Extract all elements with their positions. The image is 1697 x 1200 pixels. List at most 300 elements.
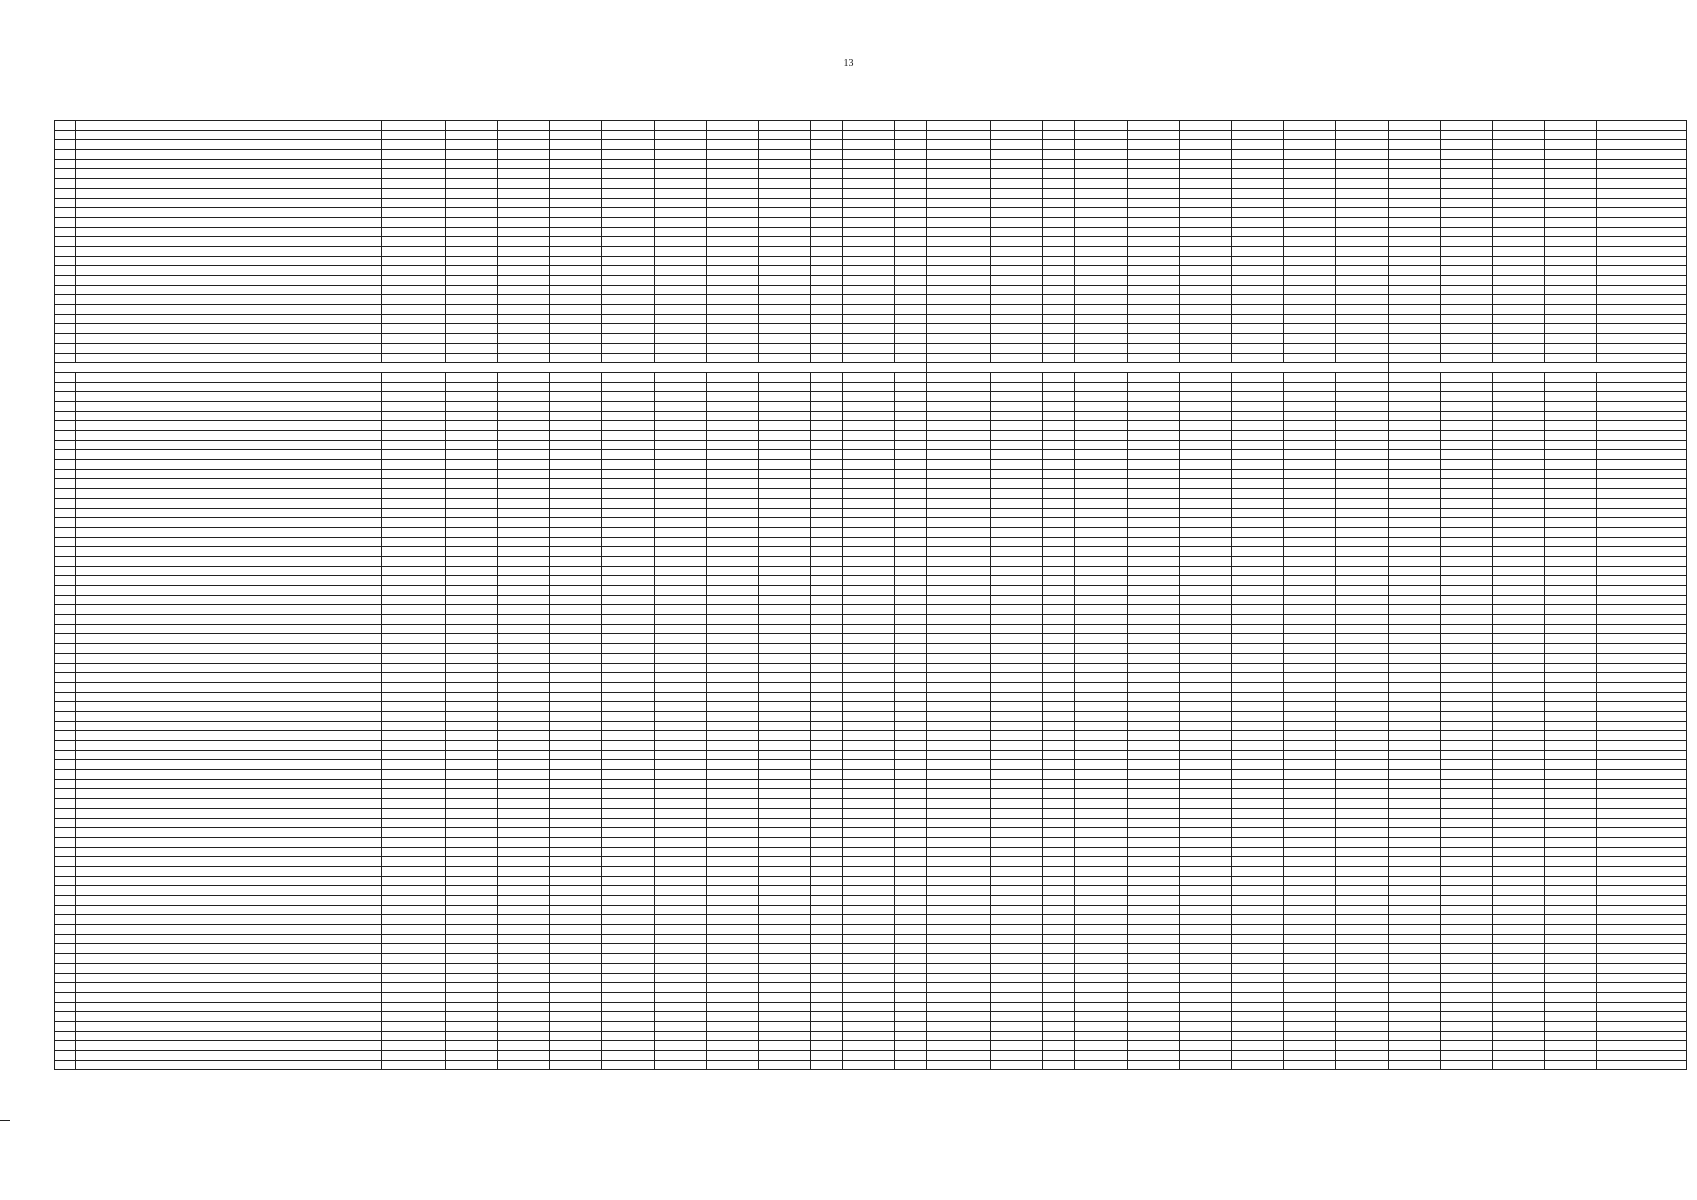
table-cell [1231, 915, 1283, 925]
table-cell [550, 217, 602, 227]
table-cell [927, 702, 991, 712]
table-cell [895, 857, 927, 867]
table-cell [382, 431, 446, 441]
table-cell [1284, 1041, 1336, 1051]
table-cell [382, 518, 446, 528]
table-cell [895, 566, 927, 576]
table-cell [1545, 605, 1597, 615]
table-cell [811, 770, 843, 780]
table-cell [1231, 1041, 1283, 1051]
table-cell [1597, 731, 1687, 741]
table-cell [1231, 489, 1283, 499]
table-cell [706, 237, 758, 247]
table-cell [811, 508, 843, 518]
table-cell [1075, 121, 1127, 131]
table-cell [706, 624, 758, 634]
table-cell [1597, 721, 1687, 731]
table-cell [550, 925, 602, 935]
table-cell [498, 469, 550, 479]
table-cell [602, 944, 654, 954]
table-cell [1127, 954, 1179, 964]
table-cell [1492, 489, 1544, 499]
table-cell [1075, 508, 1127, 518]
table-cell [843, 276, 895, 286]
table-cell [1127, 644, 1179, 654]
table-cell [811, 411, 843, 421]
table-cell [1284, 847, 1336, 857]
table-cell [445, 266, 497, 276]
table-cell [1043, 896, 1075, 906]
table-row [55, 431, 1687, 441]
table-cell [445, 1031, 497, 1041]
table-cell [1388, 760, 1440, 770]
table-cell [654, 130, 706, 140]
table-row [55, 595, 1687, 605]
table-cell [811, 605, 843, 615]
table-cell [927, 411, 991, 421]
table-cell [895, 479, 927, 489]
table-cell [602, 179, 654, 189]
table-cell [706, 285, 758, 295]
table-cell [1545, 673, 1597, 683]
table-cell [550, 886, 602, 896]
table-cell [445, 353, 497, 363]
table-cell [382, 179, 446, 189]
table-cell [1388, 217, 1440, 227]
table-cell [927, 1051, 991, 1061]
table-cell [1388, 702, 1440, 712]
table-cell [1179, 392, 1231, 402]
table-cell [602, 828, 654, 838]
table-cell [1127, 1021, 1179, 1031]
table-cell [55, 130, 76, 140]
table-cell [1127, 450, 1179, 460]
table-cell [1388, 770, 1440, 780]
table-cell [1127, 198, 1179, 208]
table-cell [445, 828, 497, 838]
table-cell [1545, 382, 1597, 392]
table-cell [1597, 314, 1687, 324]
table-cell [1075, 876, 1127, 886]
table-cell [927, 896, 991, 906]
table-cell [1284, 256, 1336, 266]
table-cell [843, 1031, 895, 1041]
table-cell [1597, 334, 1687, 344]
table-cell [1545, 866, 1597, 876]
table-cell [445, 324, 497, 334]
table-cell [445, 750, 497, 760]
table-cell [759, 353, 811, 363]
table-cell [602, 925, 654, 935]
table-cell [654, 1051, 706, 1061]
table-cell [76, 866, 382, 876]
table-cell [1492, 866, 1544, 876]
table-cell [1043, 692, 1075, 702]
table-cell [843, 314, 895, 324]
table-cell [76, 1060, 382, 1070]
table-cell [927, 983, 991, 993]
table-cell [1043, 266, 1075, 276]
table-cell [55, 401, 76, 411]
table-row [55, 547, 1687, 557]
table-cell [55, 353, 76, 363]
table-cell [1127, 256, 1179, 266]
table-cell [602, 353, 654, 363]
table-cell [1043, 130, 1075, 140]
table-cell [1075, 314, 1127, 324]
table-cell [811, 576, 843, 586]
table-cell [1545, 305, 1597, 315]
table-cell [991, 227, 1043, 237]
table-cell [1043, 770, 1075, 780]
table-cell [843, 682, 895, 692]
table-cell [991, 673, 1043, 683]
table-cell [1284, 227, 1336, 237]
table-cell [1284, 198, 1336, 208]
table-cell [445, 760, 497, 770]
table-cell [1336, 285, 1388, 295]
table-cell [1545, 208, 1597, 218]
table-cell [498, 653, 550, 663]
table-cell [759, 479, 811, 489]
table-cell [843, 1012, 895, 1022]
table-cell [445, 169, 497, 179]
table-cell [1388, 411, 1440, 421]
table-cell [706, 876, 758, 886]
table-cell [1043, 334, 1075, 344]
table-cell [550, 876, 602, 886]
table-cell [1284, 246, 1336, 256]
table-cell [1043, 673, 1075, 683]
table-cell [811, 1060, 843, 1070]
table-row [55, 1031, 1687, 1041]
table-cell [1127, 595, 1179, 605]
table-cell [1597, 1021, 1687, 1031]
table-cell [76, 1041, 382, 1051]
table-cell [843, 634, 895, 644]
table-cell [811, 837, 843, 847]
table-cell [1388, 392, 1440, 402]
table-cell [1440, 566, 1492, 576]
table-cell [602, 227, 654, 237]
table-cell [76, 556, 382, 566]
table-cell [895, 305, 927, 315]
table-cell [706, 944, 758, 954]
table-row [55, 537, 1687, 547]
table-cell [76, 886, 382, 896]
table-cell [55, 1002, 76, 1012]
table-cell [1545, 217, 1597, 227]
table-cell [1336, 586, 1388, 596]
table-cell [927, 1031, 991, 1041]
table-cell [927, 208, 991, 218]
table-cell [1336, 1012, 1388, 1022]
table-cell [843, 556, 895, 566]
table-cell [1075, 150, 1127, 160]
table-cell [843, 741, 895, 751]
table-cell [811, 615, 843, 625]
table-cell [991, 392, 1043, 402]
table-cell [1075, 246, 1127, 256]
table-cell [1284, 392, 1336, 402]
table-cell [1336, 518, 1388, 528]
table-cell [55, 586, 76, 596]
table-cell [1492, 779, 1544, 789]
table-cell [759, 130, 811, 140]
table-cell [1284, 527, 1336, 537]
table-cell [55, 634, 76, 644]
table-cell [1545, 934, 1597, 944]
table-cell [895, 498, 927, 508]
table-cell [1043, 140, 1075, 150]
table-cell [927, 634, 991, 644]
table-cell [927, 547, 991, 557]
table-cell [498, 779, 550, 789]
table-cell [1231, 227, 1283, 237]
table-cell [1231, 963, 1283, 973]
table-cell [55, 169, 76, 179]
table-cell [1179, 886, 1231, 896]
table-cell [1075, 605, 1127, 615]
table-cell [1388, 876, 1440, 886]
table-cell [602, 595, 654, 605]
table-cell [1075, 421, 1127, 431]
table-cell [843, 440, 895, 450]
table-cell [1043, 741, 1075, 751]
table-cell [706, 208, 758, 218]
table-cell [1075, 1051, 1127, 1061]
table-cell [1336, 808, 1388, 818]
table-cell [895, 741, 927, 751]
table-cell [895, 760, 927, 770]
table-cell [1043, 576, 1075, 586]
table-cell [1336, 789, 1388, 799]
table-cell [550, 595, 602, 605]
table-cell [1336, 992, 1388, 1002]
table-cell [1388, 818, 1440, 828]
table-cell [843, 227, 895, 237]
table-cell [1075, 198, 1127, 208]
table-cell [927, 789, 991, 799]
table-cell [550, 256, 602, 266]
table-cell [759, 237, 811, 247]
table-cell [1127, 411, 1179, 421]
table-cell [1545, 760, 1597, 770]
table-cell [654, 886, 706, 896]
table-cell [1545, 353, 1597, 363]
table-cell [1597, 1002, 1687, 1012]
table-cell [843, 934, 895, 944]
table-cell [1231, 624, 1283, 634]
table-cell [445, 915, 497, 925]
table-cell [811, 992, 843, 1002]
table-cell [1440, 401, 1492, 411]
table-cell [1440, 150, 1492, 160]
table-cell [843, 954, 895, 964]
table-cell [445, 973, 497, 983]
table-cell [654, 896, 706, 906]
table-cell [550, 673, 602, 683]
table-cell [445, 469, 497, 479]
table-cell [1545, 179, 1597, 189]
table-row [55, 605, 1687, 615]
table-cell [706, 450, 758, 460]
table-cell [1597, 1051, 1687, 1061]
table-cell [1179, 595, 1231, 605]
table-cell [1043, 1021, 1075, 1031]
table-cell [1284, 644, 1336, 654]
table-cell [927, 644, 991, 654]
table-cell [1545, 663, 1597, 673]
table-cell [445, 159, 497, 169]
table-cell [550, 392, 602, 402]
table-cell [1179, 159, 1231, 169]
table-cell [843, 711, 895, 721]
table-cell [550, 1002, 602, 1012]
table-cell [1597, 179, 1687, 189]
table-cell [706, 837, 758, 847]
table-cell [1179, 770, 1231, 780]
table-cell [1179, 353, 1231, 363]
table-cell [1043, 537, 1075, 547]
table-cell [1545, 295, 1597, 305]
table-cell [76, 450, 382, 460]
table-cell [1388, 314, 1440, 324]
table-cell [1492, 266, 1544, 276]
table-cell [602, 169, 654, 179]
table-cell [445, 1041, 497, 1051]
table-cell [76, 992, 382, 1002]
table-cell [843, 295, 895, 305]
table-cell [55, 799, 76, 809]
table-cell [445, 179, 497, 189]
table-cell [602, 586, 654, 596]
table-cell [1492, 653, 1544, 663]
table-cell [1440, 469, 1492, 479]
table-cell [1440, 750, 1492, 760]
table-cell [1388, 353, 1440, 363]
table-cell [602, 818, 654, 828]
table-cell [654, 779, 706, 789]
table-cell [1127, 741, 1179, 751]
table-cell [811, 547, 843, 557]
table-cell [55, 673, 76, 683]
table-cell [1231, 527, 1283, 537]
table-row [55, 721, 1687, 731]
table-cell [1440, 498, 1492, 508]
table-cell [654, 276, 706, 286]
table-cell [382, 305, 446, 315]
table-cell [1284, 382, 1336, 392]
table-cell [895, 605, 927, 615]
table-cell [991, 246, 1043, 256]
table-cell [498, 644, 550, 654]
table-cell [1075, 392, 1127, 402]
table-cell [445, 305, 497, 315]
table-cell [1284, 566, 1336, 576]
table-cell [991, 934, 1043, 944]
table-cell [1388, 653, 1440, 663]
table-cell [1043, 934, 1075, 944]
table-cell [1127, 372, 1179, 382]
table-cell [55, 285, 76, 295]
table-row [55, 237, 1687, 247]
table-cell [1284, 353, 1336, 363]
table-cell [654, 857, 706, 867]
table-cell [1597, 779, 1687, 789]
table-cell [1388, 547, 1440, 557]
table-cell [382, 198, 446, 208]
table-cell [1545, 508, 1597, 518]
table-cell [1179, 1041, 1231, 1051]
table-cell [1440, 857, 1492, 867]
table-cell [602, 653, 654, 663]
table-cell [1231, 237, 1283, 247]
table-cell [706, 760, 758, 770]
table-cell [550, 750, 602, 760]
table-cell [382, 392, 446, 402]
table-cell [1545, 973, 1597, 983]
table-cell [1284, 208, 1336, 218]
table-cell [811, 460, 843, 470]
table-cell [1231, 1060, 1283, 1070]
table-cell [382, 382, 446, 392]
table-cell [1231, 179, 1283, 189]
table-cell [895, 392, 927, 402]
table-cell [1597, 421, 1687, 431]
table-cell [1492, 343, 1544, 353]
table-cell [1231, 140, 1283, 150]
table-cell [1336, 498, 1388, 508]
table-cell [602, 702, 654, 712]
table-cell [991, 741, 1043, 751]
table-cell [550, 343, 602, 353]
table-cell [445, 566, 497, 576]
table-cell [843, 431, 895, 441]
table-cell [1492, 401, 1544, 411]
table-cell [1492, 372, 1544, 382]
table-cell [1075, 469, 1127, 479]
table-cell [1545, 741, 1597, 751]
table-cell [1336, 217, 1388, 227]
table-cell [843, 808, 895, 818]
table-cell [445, 208, 497, 218]
table-cell [1388, 915, 1440, 925]
table-cell [1388, 256, 1440, 266]
table-row [55, 217, 1687, 227]
table-row [55, 615, 1687, 625]
table-cell [1075, 925, 1127, 935]
table-cell [1231, 886, 1283, 896]
table-cell [1284, 915, 1336, 925]
table-cell [1127, 140, 1179, 150]
table-cell [382, 653, 446, 663]
table-row [55, 673, 1687, 683]
table-cell [654, 353, 706, 363]
table-cell [706, 1051, 758, 1061]
table-cell [1127, 518, 1179, 528]
table-cell [1388, 896, 1440, 906]
table-cell [706, 479, 758, 489]
table-cell [498, 489, 550, 499]
table-cell [895, 556, 927, 566]
table-cell [811, 789, 843, 799]
table-cell [1440, 1060, 1492, 1070]
table-cell [759, 372, 811, 382]
table-cell [55, 469, 76, 479]
table-cell [843, 237, 895, 247]
table-cell [1231, 944, 1283, 954]
